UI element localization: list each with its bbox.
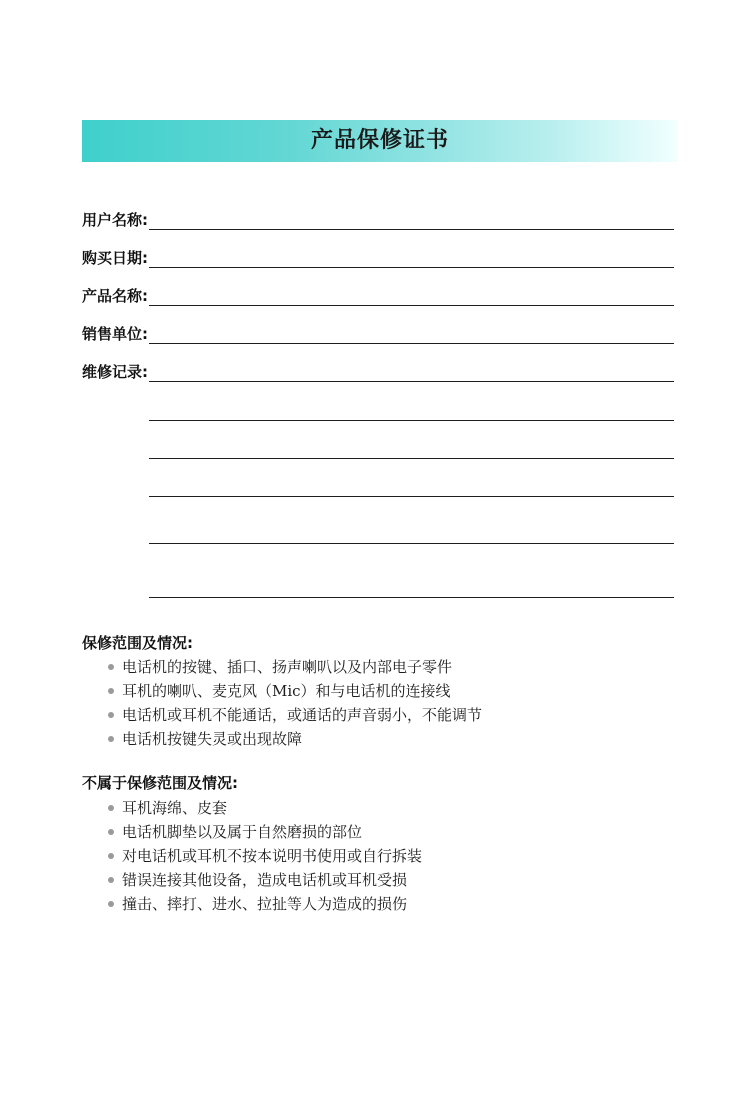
repair-record-line[interactable] <box>149 496 674 497</box>
list-item <box>106 868 422 892</box>
warranty-scope-list <box>106 655 482 751</box>
bullet-icon <box>108 688 114 694</box>
bullet-icon <box>108 712 114 718</box>
list-item-text: 错误连接其他设备，造成电话机或耳机受损 <box>122 871 408 889</box>
field-label: 用户名称: <box>82 211 148 229</box>
list-item-text: 电话机按键失灵或出现故障 <box>122 730 303 748</box>
list-item <box>106 844 422 868</box>
bullet-icon <box>108 805 114 811</box>
list-item <box>106 892 422 916</box>
not-covered-title: 不属于保修范围及情况: <box>82 774 238 792</box>
list-item <box>106 796 422 820</box>
title-banner <box>82 120 678 162</box>
list-item-text: 对电话机或耳机不按本说明书使用或自行拆装 <box>122 847 423 865</box>
list-item-text: 撞击、摔打、进水、拉扯等人为造成的损伤 <box>122 895 408 913</box>
bullet-icon <box>108 853 114 859</box>
repair-record-line[interactable] <box>149 543 674 544</box>
warranty-scope-title: 保修范围及情况: <box>82 634 193 652</box>
list-item <box>106 820 422 844</box>
repair-record-line[interactable] <box>149 458 674 459</box>
field-label: 购买日期: <box>82 249 148 267</box>
list-item <box>106 655 482 679</box>
bullet-icon <box>108 877 114 883</box>
purchase-date-line[interactable] <box>149 267 674 268</box>
list-item-text: 耳机海绵、皮套 <box>122 799 228 817</box>
bullet-icon <box>108 901 114 907</box>
page-title: 产品保修证书 <box>310 128 449 153</box>
field-purchase-date <box>82 238 674 268</box>
user-name-line[interactable] <box>149 229 674 230</box>
bullet-icon <box>108 664 114 670</box>
field-label: 维修记录: <box>82 363 148 381</box>
list-item <box>106 727 482 751</box>
list-item <box>106 703 482 727</box>
repair-record-line[interactable] <box>149 381 674 382</box>
list-item-text: 电话机的按键、插口、扬声喇叭以及内部电子零件 <box>122 658 453 676</box>
field-seller <box>82 314 674 344</box>
field-product-name <box>82 276 674 306</box>
bullet-icon <box>108 829 114 835</box>
repair-record-line[interactable] <box>149 420 674 421</box>
product-name-line[interactable] <box>149 305 674 306</box>
list-item-text: 电话机脚垫以及属于自然磨损的部位 <box>122 823 363 841</box>
field-label: 销售单位: <box>82 325 148 343</box>
list-item <box>106 679 482 703</box>
list-item-text: 耳机的喇叭、麦克风（Mic）和与电话机的连接线 <box>122 682 451 700</box>
list-item-text: 电话机或耳机不能通话，或通话的声音弱小，不能调节 <box>122 706 483 724</box>
repair-record-line[interactable] <box>149 597 674 598</box>
seller-line[interactable] <box>149 343 674 344</box>
field-label: 产品名称: <box>82 287 148 305</box>
not-covered-list <box>106 796 422 916</box>
field-repair-record <box>82 352 674 382</box>
bullet-icon <box>108 736 114 742</box>
field-user-name <box>82 200 674 230</box>
